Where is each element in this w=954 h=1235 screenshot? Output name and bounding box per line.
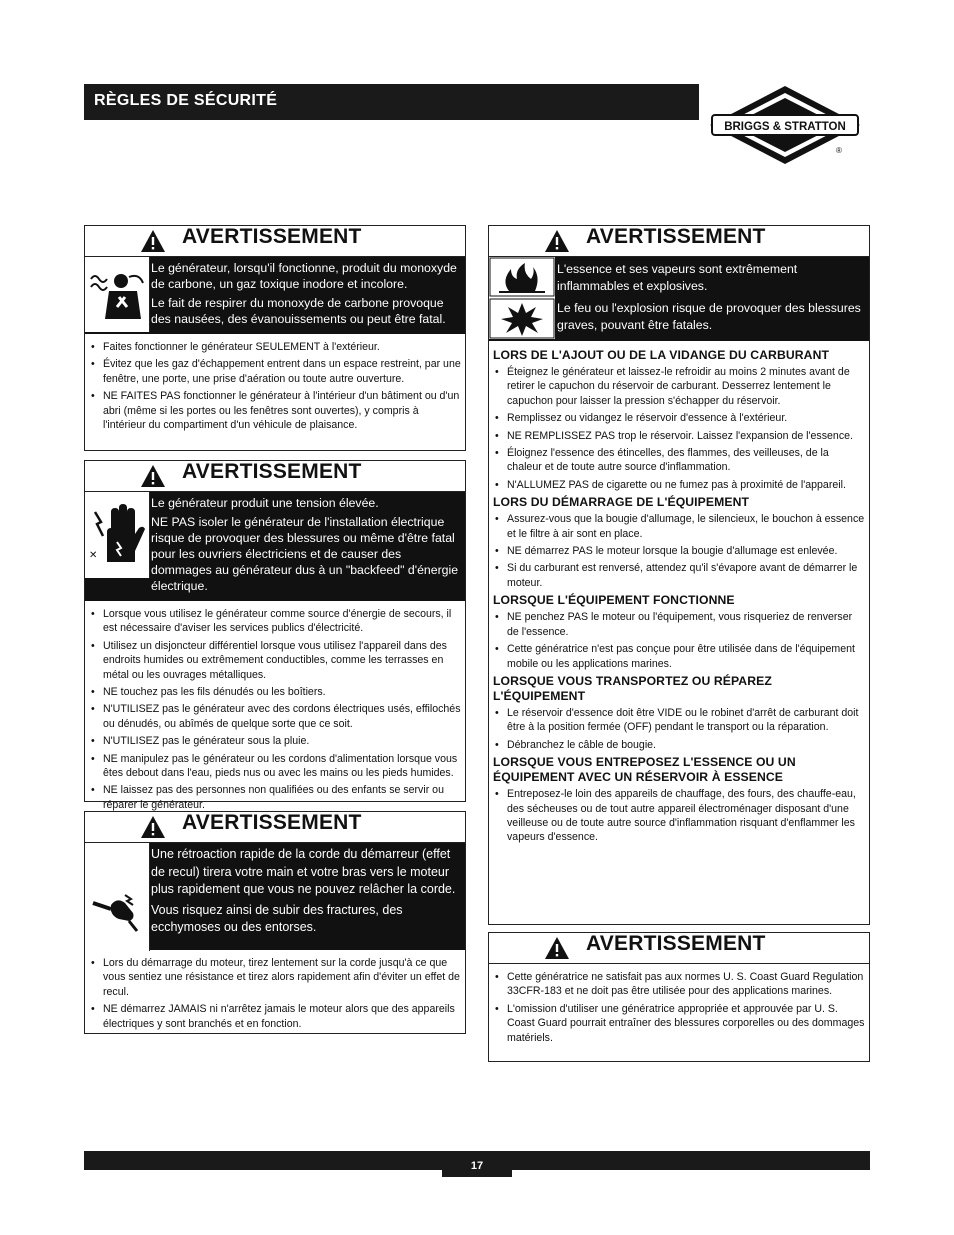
list-item: • Lors du démarrage du moteur, tirez lentement sur la corde jusqu'à ce que vous sentiez une résistance et tirez alors rapidement afin d'éviter un effet de recul.	[87, 956, 461, 999]
briggs-stratton-logo	[708, 84, 863, 166]
warning-hazard-panel	[85, 492, 465, 601]
list-item: • Lorsque vous utilisez le générateur comme source d'énergie de secours, il est nécessaire d'aviser les services publics d'électricité.	[87, 607, 461, 636]
list-item: • Débranchez le câble de bougie.	[491, 738, 865, 752]
list-item: • NE FAITES PAS fonctionner le générateur à l'intérieur d'un bâtiment ou d'un abri (même si les portes ou les fenêtres sont ouvertes), y compris à l'intérieur du compartiment d'un véhicule de plaisance.	[87, 389, 461, 432]
explosion-icon	[490, 299, 554, 338]
warning-lead-text: NE PAS isoler le générateur de l'installation électrique risque de provoquer des blessures ou même d'être fatal pour les ouvriers électriciens et de causer des dommages au générateur dus à un "backfeed" d'énergie électrique.	[151, 515, 459, 593]
warning-header	[85, 226, 465, 257]
warning-hazard-panel	[85, 257, 465, 334]
list-item: • NE démarrez PAS le moteur lorsque la bougie d'allumage est enlevée.	[491, 544, 865, 558]
list-item: • Faites fonctionner le générateur SEULEMENT à l'extérieur.	[87, 340, 461, 354]
list-item: • Éteignez le générateur et laissez-le refroidir au moins 2 minutes avant de retirer le capuchon du réservoir de carburant. Desserrez lentement le capuchon pour laisser la pression s'échapper du réservoir.	[491, 365, 865, 408]
page-number: 17	[442, 1151, 512, 1177]
section-header	[84, 84, 699, 120]
warning-lead-text: Vous risquez ainsi de subir des fractures, des ecchymoses ou des entorses.	[151, 902, 403, 934]
section-heading: LORSQUE L'ÉQUIPEMENT FONCTIONNE	[493, 593, 735, 608]
section-heading: LORSQUE VOUS ENTREPOSEZ L'ESSENCE OU UN ÉQUIPEMENT AVEC UN RÉSERVOIR À ESSENCE	[493, 755, 796, 785]
warning-lead-text: Le fait de respirer du monoxyde de carbone provoque des nausées, des évanouissements ou peut être fatal.	[151, 296, 446, 326]
warning-triangle-icon	[544, 936, 570, 960]
section-heading: LORS DE L'AJOUT OU DE LA VIDANGE DU CARBURANT	[493, 348, 830, 362]
warning-hazard-panel	[85, 843, 465, 950]
marine-warning-box	[488, 932, 870, 1062]
warning-lead-text: L'essence et ses vapeurs sont extrêmement inflammables et explosives.	[557, 262, 798, 293]
list-item: • Utilisez un disjoncteur différentiel lorsque vous utilisez l'appareil dans des endroits humides ou extrêmement conductibles, comme les terrasses en métal ou les ouvrages métalliques.	[87, 639, 461, 682]
list-item: • NE REMPLISSEZ PAS trop le réservoir. Laissez l'expansion de l'essence.	[491, 429, 865, 443]
warning-lead-text: Le générateur produit une tension élevée.	[151, 496, 379, 510]
warning-triangle-icon	[140, 815, 166, 839]
warning-bullet-list	[85, 601, 465, 817]
warning-lead-text: Le générateur, lorsqu'il fonctionne, produit du monoxyde de carbone, un gaz toxique inodore et incolore.	[151, 261, 457, 291]
list-item: • NE démarrez JAMAIS ni n'arrêtez jamais le moteur alors que des appareils électriques y sont branchés et en fonction.	[87, 1002, 461, 1031]
warning-title: AVERTISSEMENT	[182, 811, 362, 834]
warning-bullet-list	[489, 964, 869, 1050]
list-item: • Assurez-vous que la bougie d'allumage, le silencieux, le bouchon à essence et le filtre à air sont en place.	[491, 512, 865, 541]
list-item: • Si du carburant est renversé, attendez qu'il s'évapore avant de démarrer le moteur.	[491, 561, 865, 590]
warning-bullet-list	[491, 787, 865, 845]
warning-triangle-icon	[140, 229, 166, 253]
warning-header	[489, 933, 869, 964]
fuel-sections	[489, 341, 869, 845]
warning-triangle-icon	[140, 464, 166, 488]
warning-hazard-panel	[489, 257, 869, 341]
list-item: • NE penchez PAS le moteur ou l'équipement, vous risqueriez de renverser de l'essence.	[491, 610, 865, 639]
list-item: • N'ALLUMEZ PAS de cigarette ou ne fumez pas à proximité de l'appareil.	[491, 478, 865, 492]
warning-bullet-list	[491, 365, 865, 492]
list-item: • NE touchez pas les fils dénudés ou les boîtiers.	[87, 685, 461, 699]
electric-shock-hand-icon	[85, 492, 150, 578]
list-item: • Cette génératrice n'est pas conçue pour être utilisée dans de l'équipement mobile ou les applications marines.	[491, 642, 865, 671]
warning-bullet-list	[85, 950, 465, 1036]
list-item: • Cette génératrice ne satisfait pas aux normes U. S. Coast Guard Regulation 33CFR-183 et ne doit pas être utilisée pour des applications marines.	[491, 970, 865, 999]
list-item: • L'omission d'utiliser une génératrice appropriée et approuvée par U. S. Coast Guard pourrait entraîner des blessures corporelles ou des dommages matériels.	[491, 1002, 865, 1045]
recoil-hand-icon	[85, 843, 150, 951]
fuel-hazard-icons	[489, 257, 555, 339]
list-item: • Remplissez ou vidangez le réservoir d'essence à l'extérieur.	[491, 411, 865, 425]
list-item: • Évitez que les gaz d'échappement entrent dans un espace restreint, par une fenêtre, une porte, une prise d'aération ou toute autre ouverture.	[87, 357, 461, 386]
warning-header	[85, 461, 465, 492]
warning-title: AVERTISSEMENT	[586, 932, 766, 955]
warning-lead-text: Une rétroaction rapide de la corde du démarreur (effet de recul) tirera votre main et votre bras vers le moteur plus rapidement que vous ne pouvez relâcher la corde.	[151, 847, 456, 896]
warning-bullet-list	[491, 610, 865, 671]
list-item: • Éloignez l'essence des étincelles, des flammes, des veilleuses, de la chaleur et de toute autre source d'inflammation.	[491, 446, 865, 475]
svg-text:®: ®	[836, 146, 842, 155]
warning-header	[489, 226, 869, 257]
fire-icon	[490, 258, 554, 296]
warning-title: AVERTISSEMENT	[182, 460, 362, 483]
list-item: • N'UTILISEZ pas le générateur avec des cordons électriques usés, effilochés ou dénudés, ou abîmés de quelque sorte que ce soit.	[87, 702, 461, 731]
warning-triangle-icon	[544, 229, 570, 253]
section-heading: LORSQUE VOUS TRANSPORTEZ OU RÉPAREZ L'ÉQUIPEMENT	[493, 673, 772, 703]
warning-title: AVERTISSEMENT	[586, 225, 766, 248]
warning-bullet-list	[85, 334, 465, 437]
list-item: • N'UTILISEZ pas le générateur sous la pluie.	[87, 734, 461, 748]
section-heading: LORS DU DÉMARRAGE DE L'ÉQUIPEMENT	[493, 495, 750, 510]
svg-text:BRIGGS & STRATTON: BRIGGS & STRATTON	[724, 121, 846, 133]
list-item: • Le réservoir d'essence doit être VIDE ou le robinet d'arrêt de carburant doit être à la position fermée (OFF) pendant le transport ou la réparation.	[491, 706, 865, 735]
warning-header	[85, 812, 465, 843]
co-warning-box	[84, 225, 466, 451]
warning-title: AVERTISSEMENT	[182, 225, 362, 248]
voltage-warning-box	[84, 460, 466, 811]
warning-bullet-list	[491, 512, 865, 590]
svg-text:✕: ✕	[89, 550, 98, 561]
list-item: • NE laissez pas des personnes non qualifiées ou des enfants se servir ou réparer le générateur.	[87, 783, 461, 812]
section-title: RÈGLES DE SÉCURITÉ	[94, 92, 278, 109]
recoil-warning-box	[84, 811, 466, 1034]
fuel-warning-box	[488, 225, 870, 925]
toxic-gas-icon	[85, 257, 150, 332]
list-item: • Entreposez-le loin des appareils de chauffage, des fours, des chauffe-eau, des sécheuses ou de tout autre appareil électroménager disposant d'une veilleuse ou de toute autre source d'inflammation risquant d'enflammer les vapeurs d'essence.	[491, 787, 865, 845]
list-item: • NE manipulez pas le générateur ou les cordons d'alimentation lorsque vous êtes debout dans l'eau, pieds nus ou avec les mains ou les pieds humides.	[87, 752, 461, 781]
warning-lead-text: Le feu ou l'explosion risque de provoquer des blessures graves, pouvant être fatales.	[557, 301, 861, 332]
warning-bullet-list	[491, 706, 865, 752]
